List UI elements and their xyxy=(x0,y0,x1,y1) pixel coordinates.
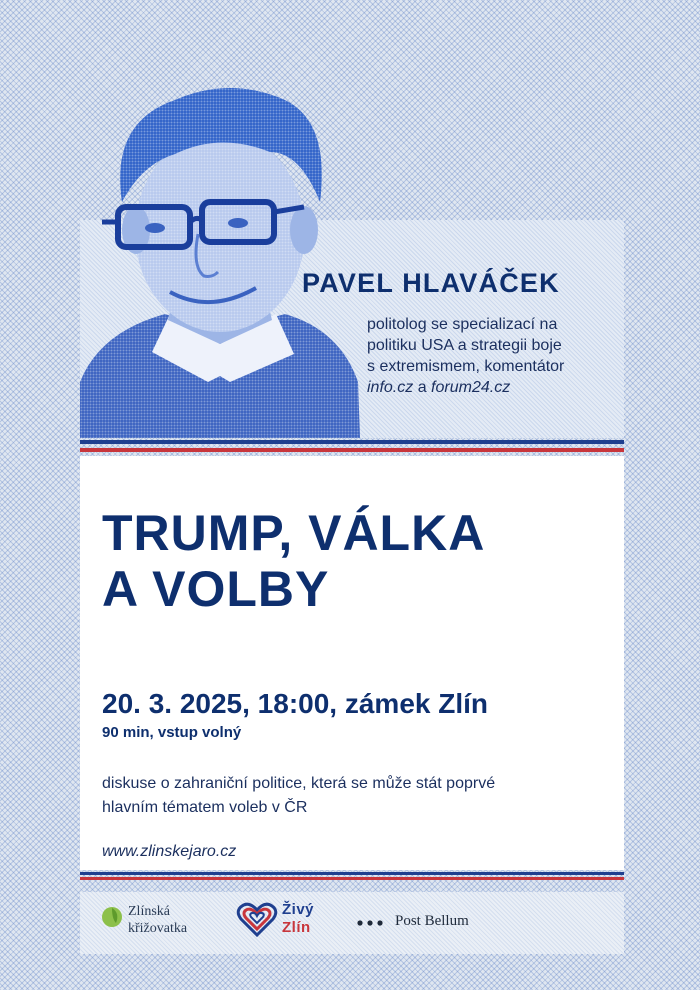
three-dots-icon xyxy=(357,920,383,926)
event-website-link[interactable]: www.zlinskejaro.cz xyxy=(102,843,237,860)
bottom-stripe-red xyxy=(80,877,624,880)
speaker-role-line: politolog se specializací na xyxy=(367,316,558,333)
zlinska-line2: křižovatka xyxy=(128,921,188,936)
speaker-role-line: politiku USA a strategii boje xyxy=(367,337,562,354)
event-title-line: TRUMP, VÁLKA xyxy=(102,505,486,561)
zlinska-krizovatka-logo xyxy=(100,903,220,943)
post-bellum-logo xyxy=(357,913,497,935)
speaker-role-line: s extremismem, komentátor xyxy=(367,358,565,375)
event-duration-entry: 90 min, vstup volný xyxy=(102,724,242,741)
divider-stripe-red xyxy=(80,448,624,452)
site-forum24: forum24.cz xyxy=(431,379,511,396)
speaker-role xyxy=(367,314,617,398)
site-joiner: a xyxy=(413,379,432,396)
event-title xyxy=(102,505,622,617)
bottom-stripe-blue xyxy=(80,872,624,875)
speaker-role-sites xyxy=(367,377,617,398)
event-description-line: hlavním tématem voleb v ČR xyxy=(102,799,308,816)
heart-icon xyxy=(236,902,278,938)
event-description xyxy=(102,772,622,820)
post-bellum-text: Post Bellum xyxy=(395,913,469,929)
speaker-portrait xyxy=(80,82,360,438)
event-description-line: diskuse o zahraniční politice, která se může stát poprvé xyxy=(102,775,496,792)
zivy-line2: Zlín xyxy=(282,919,311,936)
divider-stripe-blue xyxy=(80,440,624,444)
zivy-line1: Živý xyxy=(282,901,315,918)
speaker-name: PAVEL HLAVÁČEK xyxy=(302,268,560,298)
event-title-line: A VOLBY xyxy=(102,561,330,617)
zivy-zlin-logo xyxy=(236,900,326,944)
zlinska-line1: Zlínská xyxy=(128,904,170,919)
site-info-cz: info.cz xyxy=(367,379,414,396)
event-datetime-place: 20. 3. 2025, 18:00, zámek Zlín xyxy=(102,688,489,719)
zlinska-leaf-icon xyxy=(100,905,124,929)
